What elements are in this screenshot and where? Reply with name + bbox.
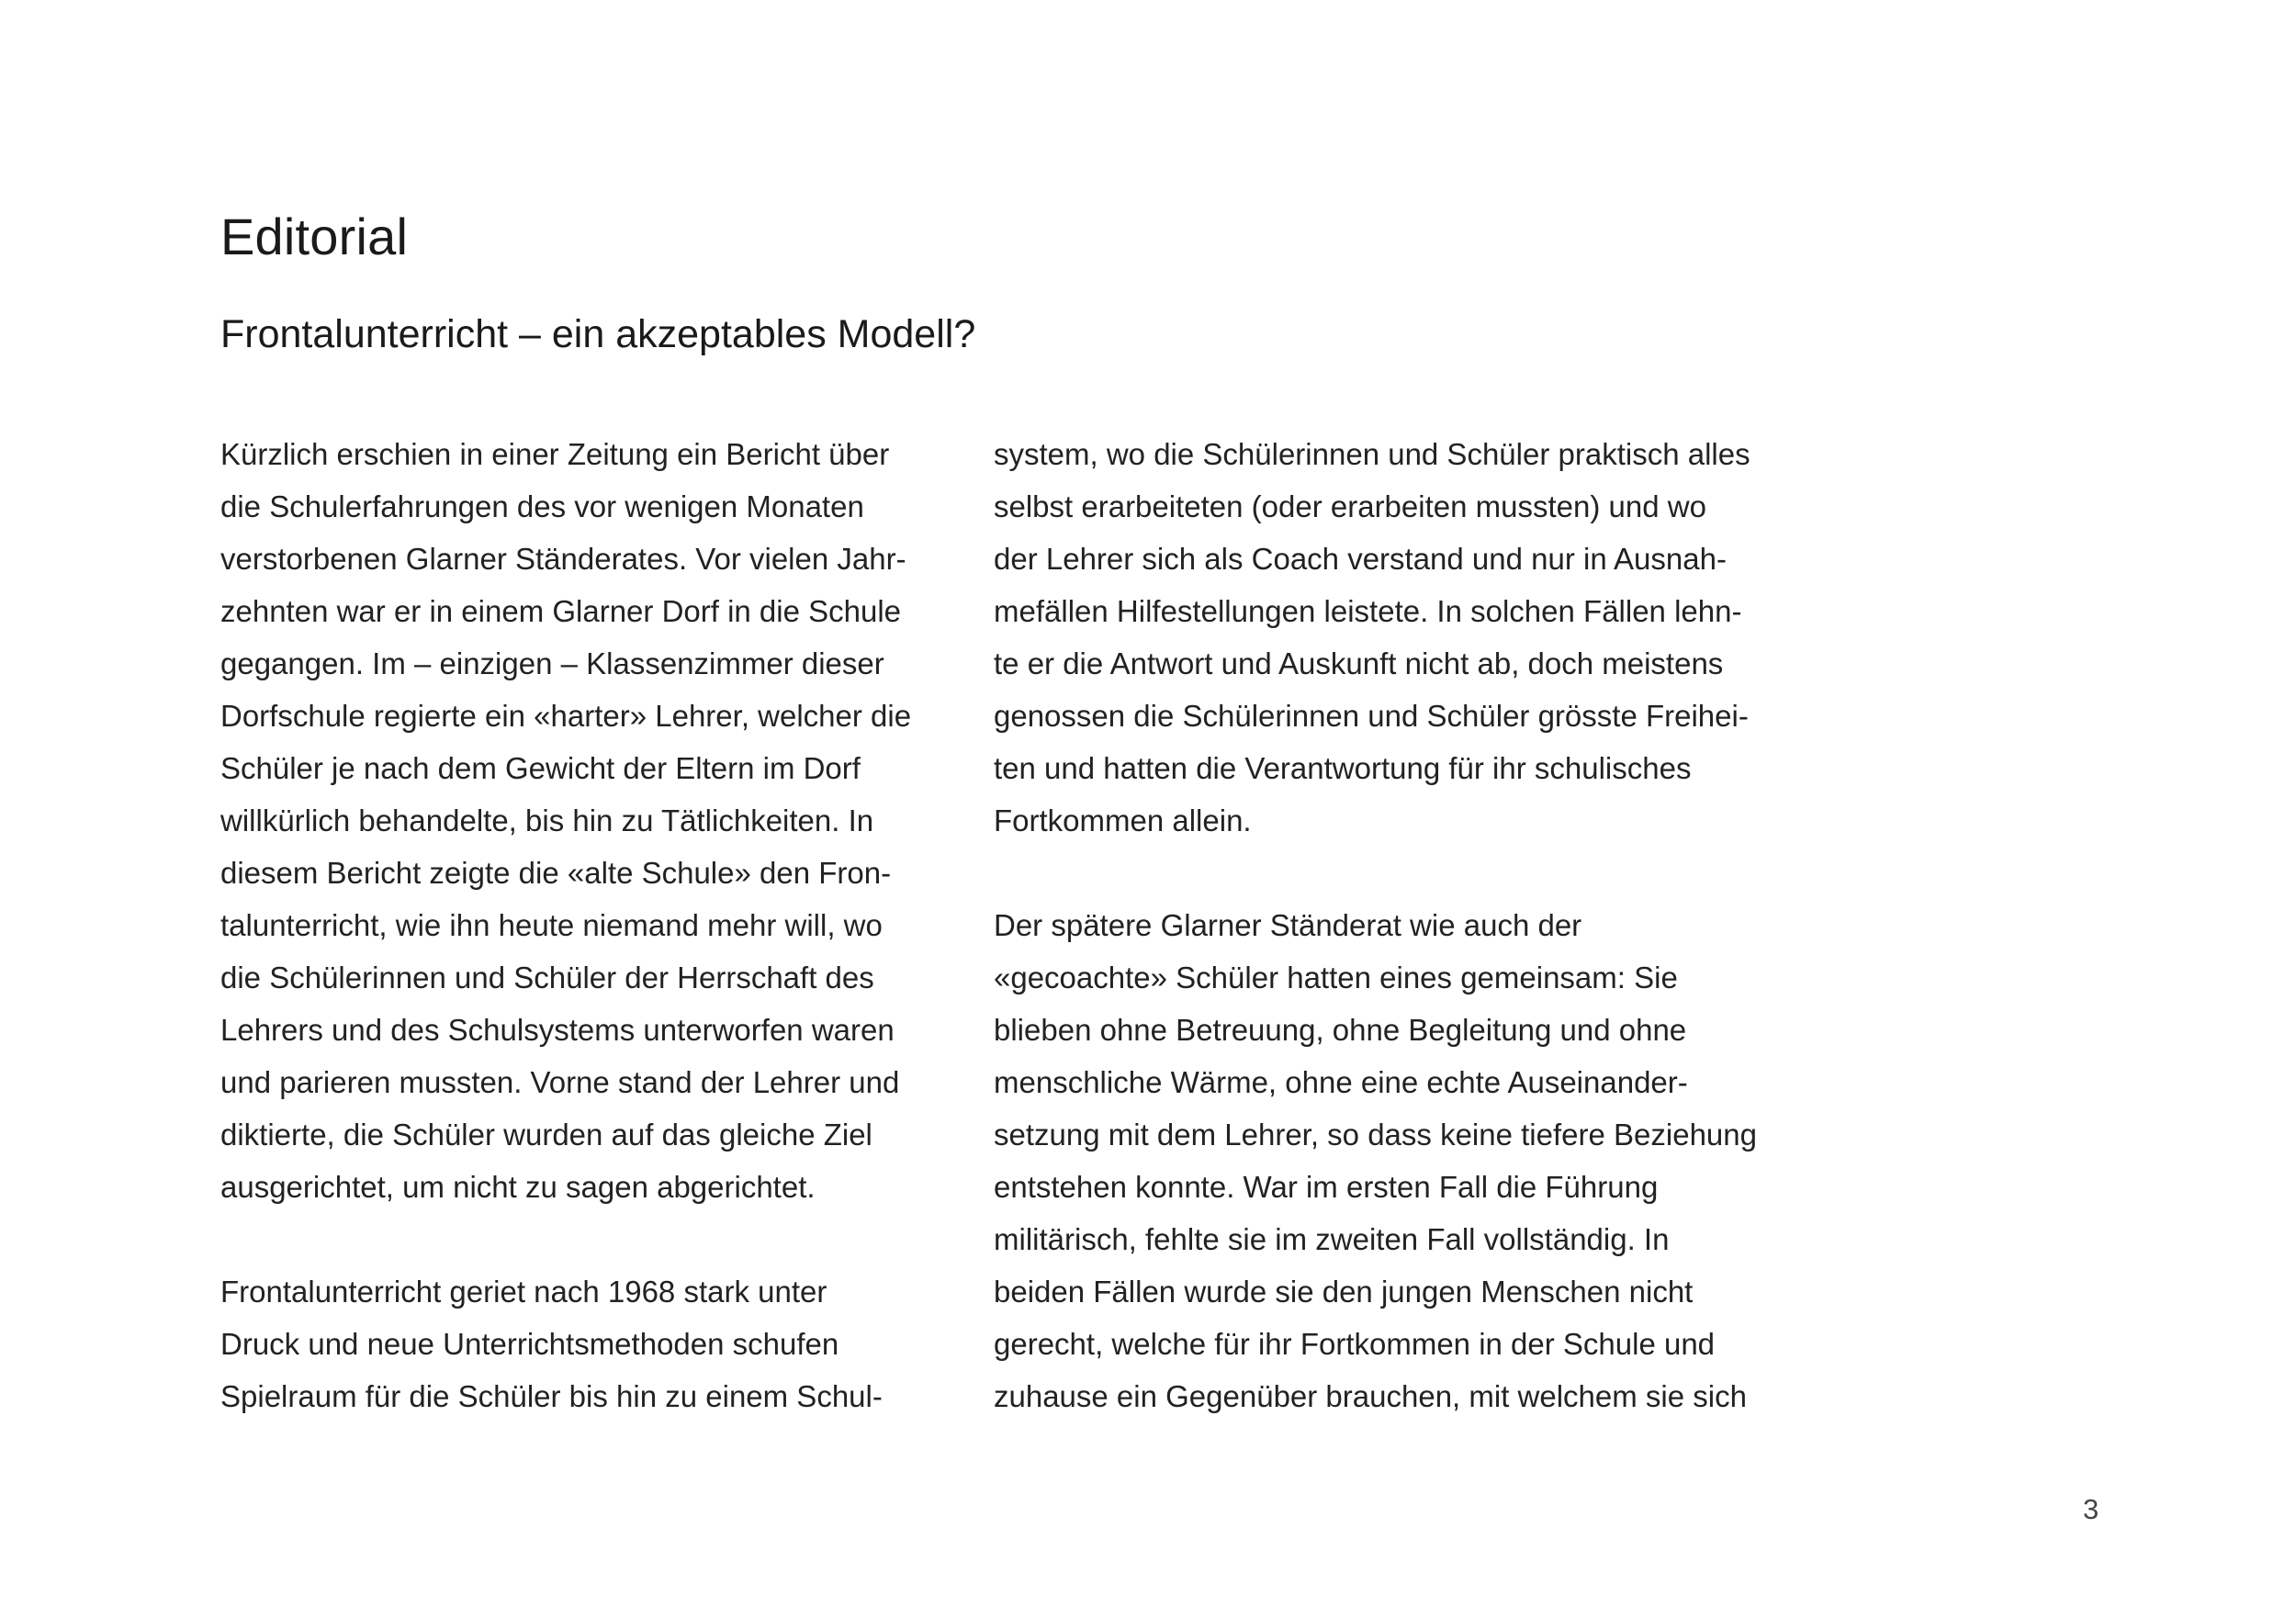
text-line: Druck und neue Unterrichtsmethoden schufen — [220, 1327, 839, 1361]
text-line: diktierte, die Schüler wurden auf das gleiche Ziel — [220, 1118, 872, 1152]
text-line: diesem Bericht zeigte die «alte Schule» den Fron- — [220, 856, 892, 890]
text-line: militärisch, fehlte sie im zweiten Fall vollständig. In — [994, 1222, 1670, 1256]
paragraph — [994, 428, 1784, 847]
text-line: Spielraum für die Schüler bis hin zu einem Schul- — [220, 1379, 883, 1413]
text-line: Dorfschule regierte ein «harter» Lehrer, welcher die — [220, 699, 912, 733]
text-line: selbst erarbeiteten (oder erarbeiten mussten) und wo — [994, 489, 1706, 523]
text-line: der Lehrer sich als Coach verstand und nur in Ausnah- — [994, 542, 1727, 576]
text-line: ausgerichtet, um nicht zu sagen abgerichtet. — [220, 1170, 816, 1204]
text-line: und parieren mussten. Vorne stand der Lehrer und — [220, 1065, 900, 1099]
paragraph — [220, 428, 1010, 1213]
text-line: te er die Antwort und Auskunft nicht ab, doch meistens — [994, 646, 1724, 680]
paragraph — [220, 1265, 1010, 1422]
text-column-left — [220, 428, 1010, 1422]
page-subtitle: Frontalunterricht – ein akzeptables Modell? — [220, 312, 976, 356]
text-line: Lehrers und des Schulsystems unterworfen waren — [220, 1013, 895, 1047]
text-line: gerecht, welche für ihr Fortkommen in der Schule und — [994, 1327, 1716, 1361]
text-line: Frontalunterricht geriet nach 1968 stark unter — [220, 1275, 827, 1309]
page-title: Editorial — [220, 208, 409, 265]
text-line: willkürlich behandelte, bis hin zu Tätlichkeiten. In — [220, 803, 874, 837]
paragraph — [994, 899, 1784, 1422]
text-line: mefällen Hilfestellungen leistete. In solchen Fällen lehn- — [994, 594, 1742, 628]
text-line: zehnten war er in einem Glarner Dorf in die Schule — [220, 594, 902, 628]
text-line: verstorbenen Glarner Ständerates. Vor vielen Jahr- — [220, 542, 906, 576]
text-line: ten und hatten die Verantwortung für ihr schulisches — [994, 751, 1692, 785]
text-line: die Schülerinnen und Schüler der Herrschaft des — [220, 961, 874, 994]
text-line: beiden Fällen wurde sie den jungen Menschen nicht — [994, 1275, 1694, 1309]
text-column-right — [994, 428, 1784, 1422]
text-line: Fortkommen allein. — [994, 803, 1252, 837]
text-line: talunterricht, wie ihn heute niemand mehr will, wo — [220, 908, 883, 942]
text-line: system, wo die Schülerinnen und Schüler praktisch alles — [994, 437, 1750, 471]
text-line: setzung mit dem Lehrer, so dass keine tiefere Beziehung — [994, 1118, 1757, 1152]
text-line: Kürzlich erschien in einer Zeitung ein Bericht über — [220, 437, 890, 471]
text-line: Der spätere Glarner Ständerat wie auch der — [994, 908, 1582, 942]
text-line: Schüler je nach dem Gewicht der Eltern im Dorf — [220, 751, 861, 785]
text-line: genossen die Schülerinnen und Schüler grösste Freihei- — [994, 699, 1749, 733]
text-line: zuhause ein Gegenüber brauchen, mit welchem sie sich — [994, 1379, 1747, 1413]
text-line: entstehen konnte. War im ersten Fall die Führung — [994, 1170, 1659, 1204]
text-line: gegangen. Im – einzigen – Klassenzimmer dieser — [220, 646, 884, 680]
text-line: menschliche Wärme, ohne eine echte Auseinander- — [994, 1065, 1688, 1099]
text-line: die Schulerfahrungen des vor wenigen Monaten — [220, 489, 864, 523]
text-line: «gecoachte» Schüler hatten eines gemeinsam: Sie — [994, 961, 1678, 994]
page-number: 3 — [2083, 1493, 2099, 1525]
text-line: blieben ohne Betreuung, ohne Begleitung und ohne — [994, 1013, 1687, 1047]
